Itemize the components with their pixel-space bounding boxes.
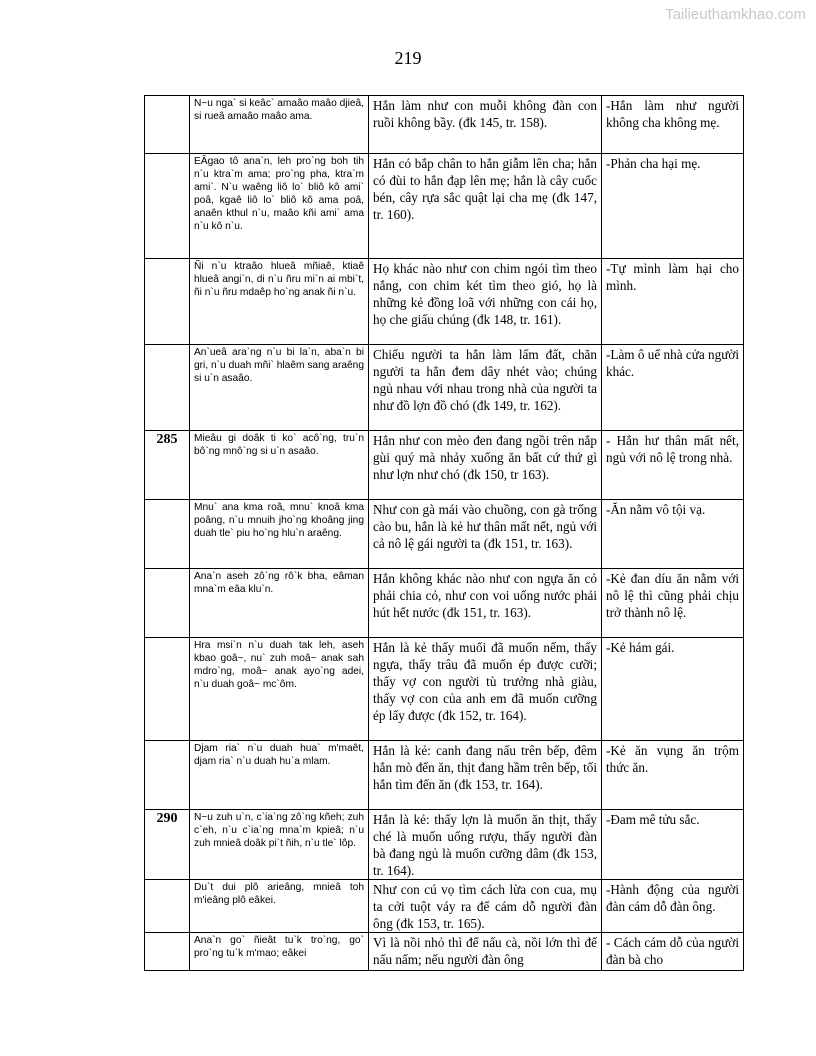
vietnamese-text: Hắn là kẻ: thấy lợn là muốn ăn thịt, thấy ché là muốn uống rượu, thấy người đàn bà đang ngủ là muốn cưỡng dâm (đk 153, tr. 164).: [369, 810, 602, 880]
row-number: [145, 154, 190, 259]
vietnamese-text: Hắn không khác nào như con ngựa ăn cỏ phải chia cỏ, như con voi uống nước phải hút hết nước (đk 151, tr. 163).: [369, 569, 602, 638]
vietnamese-text: Như con cú vọ tìm cách lừa con cua, mụ ta cởi tuột váy ra để cám dỗ người đàn ông (đk 153, tr. 165).: [369, 880, 602, 933]
ede-text: N~u zuh u`n, c`ia`ng zô`ng kñeh; zuh c`eh, n`u c`ia`ng mna`m kpieâ; n`u zuh mnieâ doâk pi`t ñih, n`u tle` lôp.: [190, 810, 369, 880]
ede-text: Mnu` ana kma roâ, mnu` knoâ kma poâng, n`u mnuih jho`ng khoâng jing duah tle` piu ho`ng hlu`n araêng.: [190, 500, 369, 569]
row-number: [145, 569, 190, 638]
row-number: [145, 96, 190, 154]
row-number: 285: [145, 431, 190, 500]
meaning-text: -Kẻ ăn vụng ăn trộm thức ăn.: [602, 741, 744, 810]
ede-text: EÂgao tô ana`n, leh pro`ng boh tih n`u ktra`m ama; pro`ng pha, ktra`m ami`. N`u waêng liô lo` bliô kô ami` poâ, kgaê liô lo` bliô kô ama poâ, anaên kthul n`u, maâo kñi ami` ama n`u kô n`u.: [190, 154, 369, 259]
table-row: [145, 500, 744, 569]
vietnamese-text: Hắn làm như con muỗi không đàn con ruồi không bầy. (đk 145, tr. 158).: [369, 96, 602, 154]
meaning-text: -Kẻ hám gái.: [602, 638, 744, 741]
table-row: [145, 96, 744, 154]
table-row: [145, 154, 744, 259]
ede-text: Ana`n go` ñieât tu`k tro`ng, go` pro`ng tu`k m'mao; eâkei: [190, 933, 369, 971]
table-row: [145, 259, 744, 345]
meaning-text: -Phản cha hại mẹ.: [602, 154, 744, 259]
vietnamese-text: Hắn là kẻ thấy muối đã muốn nếm, thấy ngựa, thấy trâu đã muốn ép được cưỡi; thấy vợ con người tù trưởng nhà giàu, thấy vợ con của anh em đã muốn cưỡng ép lấy được (đk 152, tr. 164).: [369, 638, 602, 741]
vietnamese-text: Chiếu người ta hắn làm lấm đất, chăn người ta hắn đem dây nhét vào; chúng ngủ nhau với nhau trong nhà của người ta như đồ lợn đồ chó (đk 149, tr. 162).: [369, 345, 602, 431]
ede-text: Hra msi`n n`u duah tak leh, aseh kbao goâ~, nu` zuh moâ~ anak sah mdro`ng, moâ~ anak ayo`ng adei, n`u duah goâ~ mc`ôm.: [190, 638, 369, 741]
row-number: [145, 880, 190, 933]
row-number: [145, 500, 190, 569]
ede-text: An`ueâ ara`ng n`u bi la`n, aba`n bi gri, n`u duah mñi` hlaêm sang araêng si u`n asaâo.: [190, 345, 369, 431]
page-number: 219: [394, 48, 422, 68]
meaning-text: -Tự mình làm hại cho mình.: [602, 259, 744, 345]
table-row: [145, 741, 744, 810]
meaning-text: -Kẻ đan díu ăn nằm với nô lệ thì cũng phải chịu trở thành nô lệ.: [602, 569, 744, 638]
proverb-table: [144, 95, 744, 971]
meaning-text: -Hành động của người đàn cám dỗ đàn ông.: [602, 880, 744, 933]
row-number: [145, 638, 190, 741]
row-number: [145, 741, 190, 810]
ede-text: Mieâu gi doâk ti ko` acô`ng, tru`n bô`ng mnô`ng si u`n asaâo.: [190, 431, 369, 500]
table-row: [145, 933, 744, 971]
table-row: [145, 810, 744, 880]
row-number: [145, 259, 190, 345]
ede-text: Ñi n`u ktraâo hlueâ mñiaê, ktiaê hlueâ angi`n, di n`u ñru mi`n ai mbi`t, ñi n`u ñru mdaêp ho`ng anak ñi n`u.: [190, 259, 369, 345]
vietnamese-text: Hắn có bắp chân to hắn giẫm lên cha; hắn có đùi to hắn đạp lên mẹ; hắn là cây cuốc bén, cây rựa sắc quật lại cha mẹ (đk 147, tr. 160).: [369, 154, 602, 259]
table-row: [145, 431, 744, 500]
table-row: [145, 638, 744, 741]
watermark: Tailieuthamkhao.com: [665, 6, 806, 23]
ede-text: Djam ria` n`u duah hua` m'maêt, djam ria` n`u duah hu`a mlam.: [190, 741, 369, 810]
ede-text: Du`t dui plô arieâng, mnieâ toh m'ieâng plô eâkei.: [190, 880, 369, 933]
meaning-text: - Hắn hư thân mất nết, ngủ với nô lệ trong nhà.: [602, 431, 744, 500]
vietnamese-text: Họ khác nào như con chim ngói tìm theo nắng, con chim két tìm theo gió, họ là những kẻ đồng loã với những con cái họ, họ che giấu chúng (đk 148, tr. 161).: [369, 259, 602, 345]
vietnamese-text: Như con gà mái vào chuồng, con gà trống cào bu, hắn là kẻ hư thân mất nết, ngủ với cả nô lệ gái người ta (đk 151, tr. 163).: [369, 500, 602, 569]
meaning-text: - Cách cám dỗ của người đàn bà cho: [602, 933, 744, 971]
row-number: 290: [145, 810, 190, 880]
vietnamese-text: Hắn như con mèo đen đang ngồi trên nắp gùi quý mà nhảy xuống ăn bất cứ thứ gì như lợn như chó (đk 150, tr 163).: [369, 431, 602, 500]
row-number: [145, 345, 190, 431]
table-row: [145, 880, 744, 933]
meaning-text: -Làm ô uế nhà cửa người khác.: [602, 345, 744, 431]
ede-text: N~u nga` si keâc` amaâo maâo djieâ, si rueâ amaâo maâo ama.: [190, 96, 369, 154]
table-row: [145, 345, 744, 431]
ede-text: Ana`n aseh zô`ng rô`k bha, eâman mna`m eâa klu`n.: [190, 569, 369, 638]
vietnamese-text: Hắn là kẻ: canh đang nấu trên bếp, đêm hắn mò đến ăn, thịt đang hầm trên bếp, tối hắn tìm đến ăn (đk 153, tr. 164).: [369, 741, 602, 810]
table-row: [145, 569, 744, 638]
vietnamese-text: Vì là nồi nhỏ thì để nấu cà, nồi lớn thì để nấu nấm; nếu người đàn ông: [369, 933, 602, 971]
meaning-text: -Hắn làm như người không cha không mẹ.: [602, 96, 744, 154]
row-number: [145, 933, 190, 971]
meaning-text: -Đam mê tửu sắc.: [602, 810, 744, 880]
meaning-text: -Ăn nằm vô tội vạ.: [602, 500, 744, 569]
